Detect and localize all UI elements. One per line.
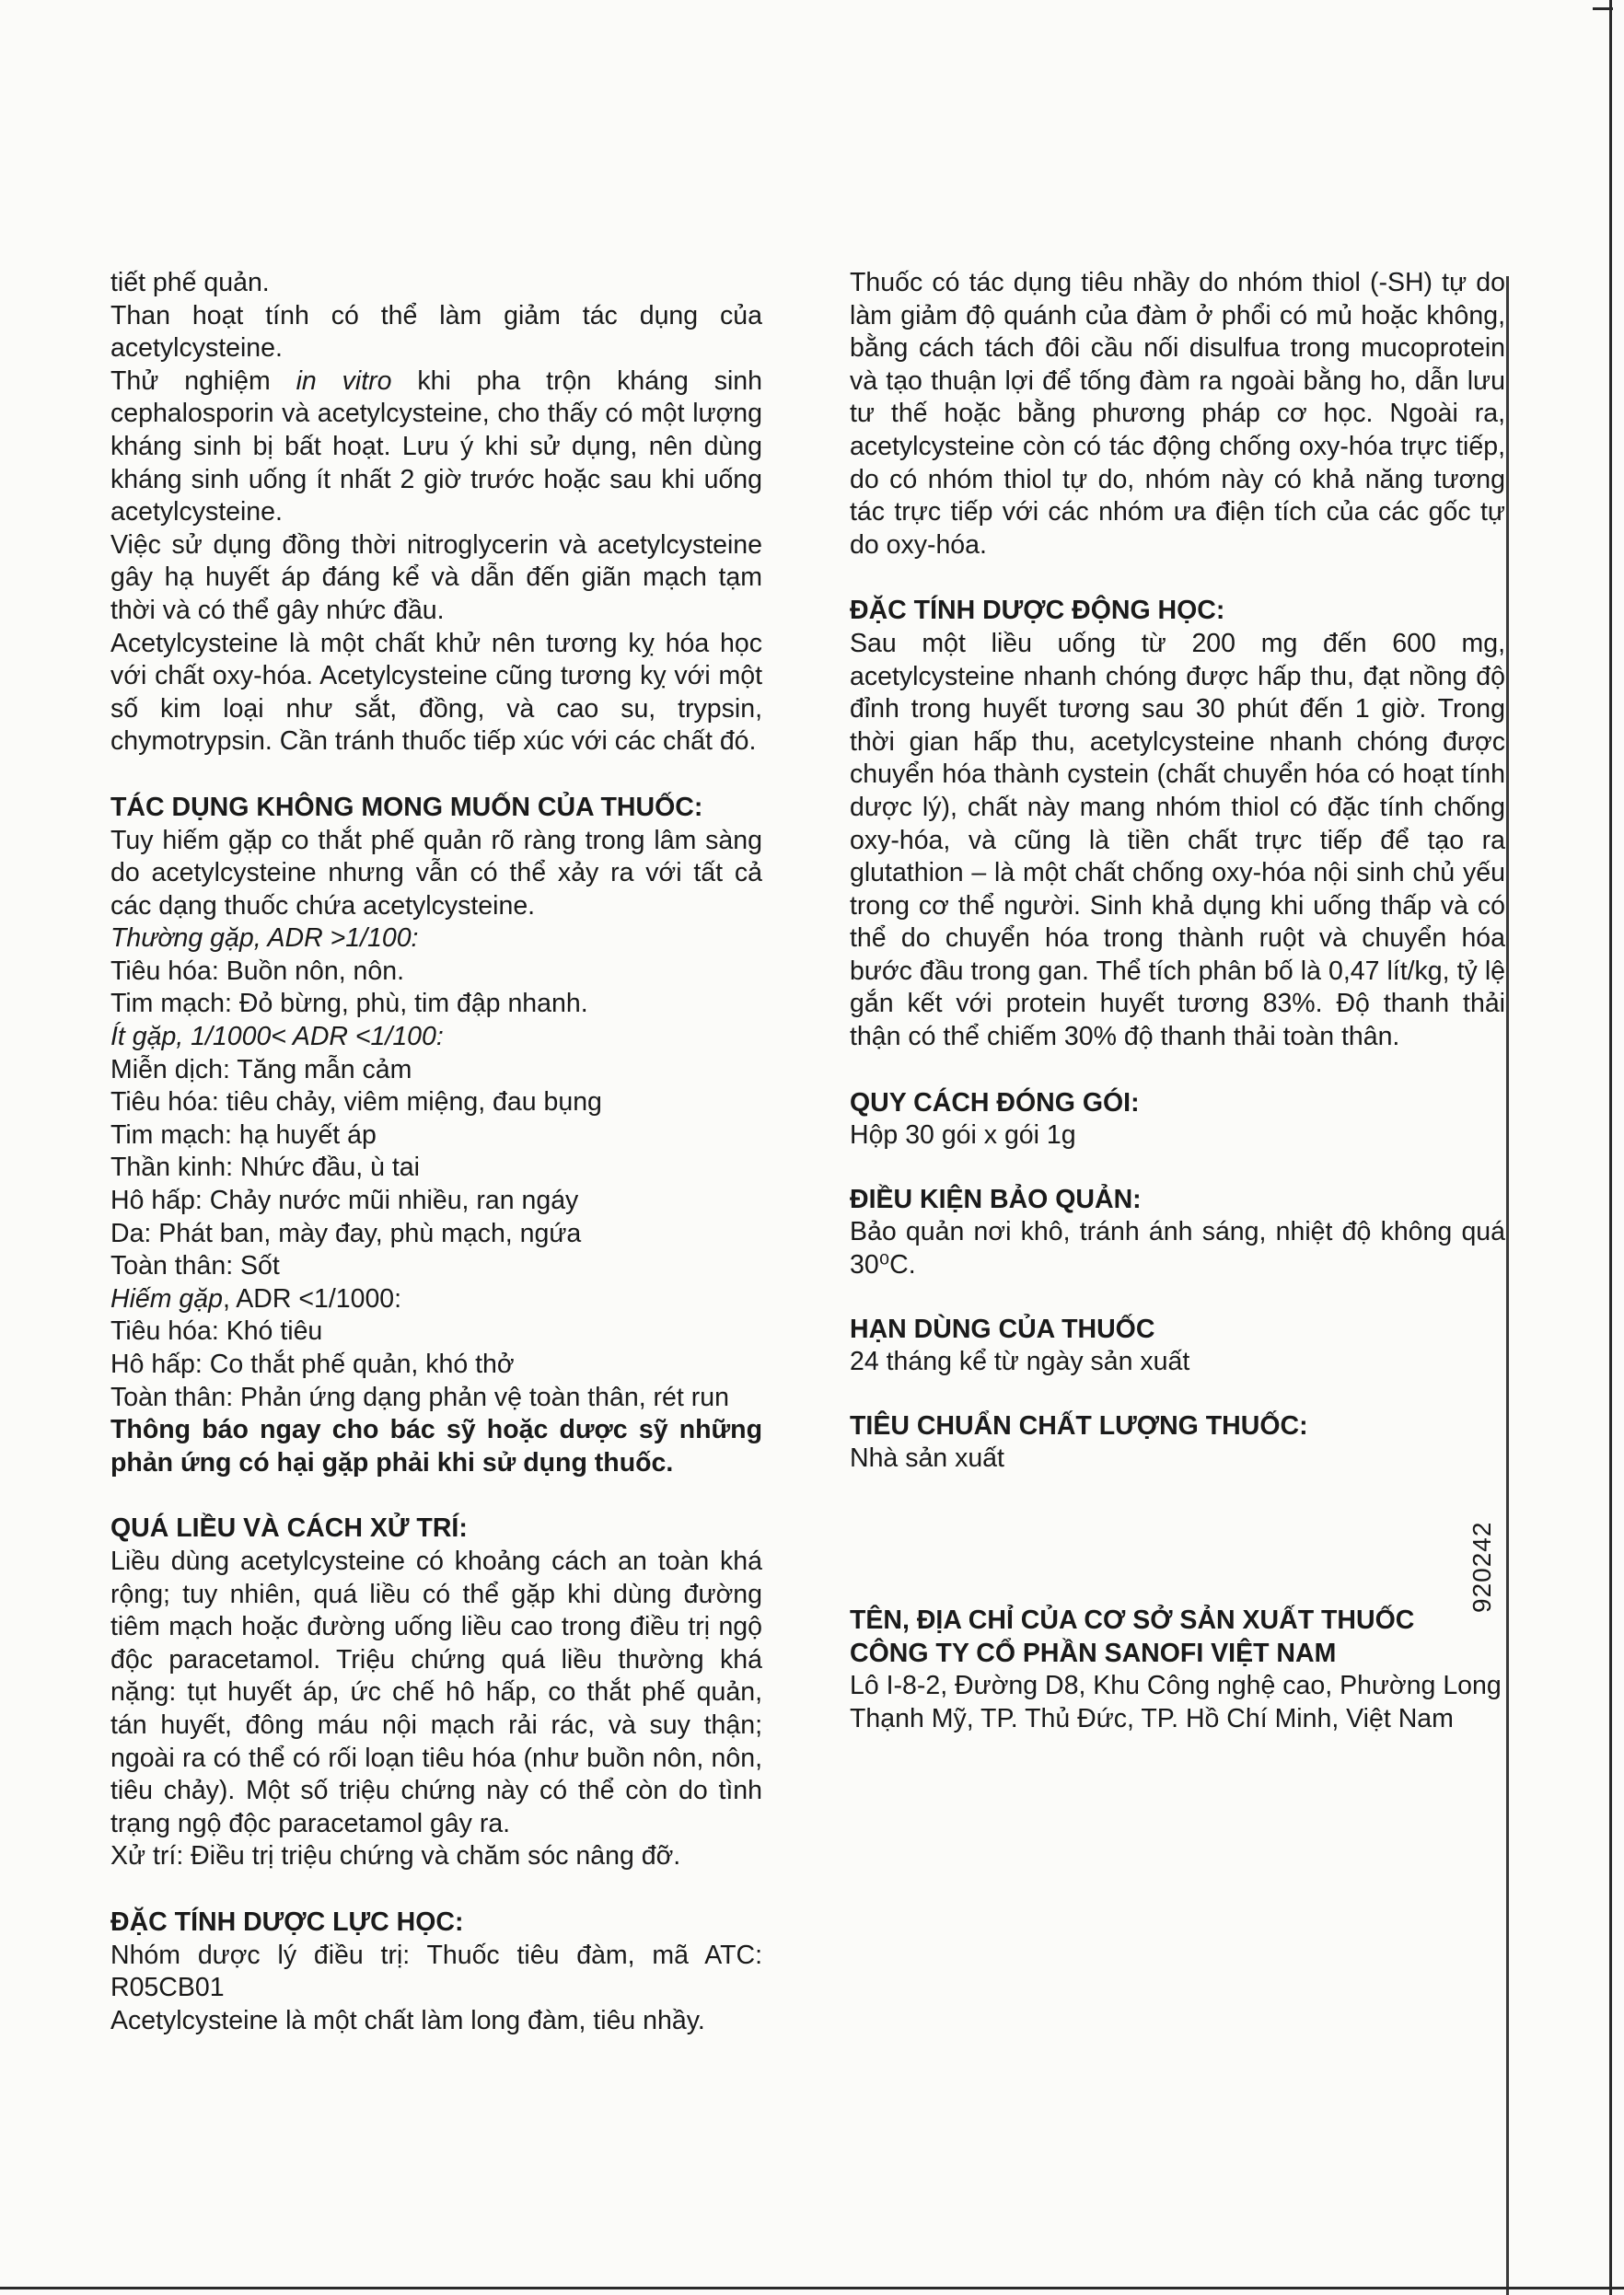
adverse-uncommon-3: Tim mạch: hạ huyết áp (110, 1119, 377, 1150)
manufacturer-company: CÔNG TY CỔ PHẦN SANOFI VIỆT NAM (850, 1638, 1337, 1668)
packaging-body: Hộp 30 gói x gói 1g (850, 1120, 1076, 1151)
adverse-rare-label: Hiếm gặp, ADR <1/1000: (110, 1283, 402, 1314)
interaction-text-4: Việc sử dụng đồng thời nitroglycerin và acetylcysteine gây hạ huyết áp đáng kể và dẫn đến giãn mạch tạm thời và có thể gây nhức đầu. (110, 529, 762, 625)
manufacturer-address: Lô I-8-2, Đường D8, Khu Công nghệ cao, Phường Long Thạnh Mỹ, TP. Thủ Đức, TP. Hồ Chí Minh, Việt Nam (850, 1671, 1502, 1733)
pharmacodynamics-heading: ĐẶC TÍNH DƯỢC LỰC HỌC: (110, 1907, 464, 1937)
overdose-heading: QUÁ LIỀU VÀ CÁCH XỬ TRÍ: (110, 1513, 468, 1544)
packaging-heading: QUY CÁCH ĐÓNG GÓI: (850, 1087, 1140, 1118)
adverse-heading: TÁC DỤNG KHÔNG MONG MUỐN CỦA THUỐC: (110, 792, 703, 822)
page-edge-right (1609, 0, 1612, 2295)
adverse-common-1: Tiêu hóa: Buồn nôn, nôn. (110, 956, 405, 986)
adverse-uncommon-label: Ít gặp, 1/1000< ADR <1/100: (110, 1022, 444, 1052)
storage-heading: ĐIỀU KIỆN BẢO QUẢN: (850, 1184, 1142, 1214)
adverse-uncommon-7: Toàn thân: Sốt (110, 1251, 280, 1281)
page-edge-bottom (0, 2287, 1624, 2289)
adverse-common-label: Thường gặp, ADR >1/100: (110, 923, 419, 954)
adverse-rare-3: Toàn thân: Phản ứng dạng phản vệ toàn thân, rét run (110, 1382, 729, 1412)
left-column (110, 267, 762, 2037)
adverse-uncommon-1: Miễn dịch: Tăng mẫn cảm (110, 1054, 412, 1084)
adverse-common-2: Tim mạch: Đỏ bừng, phù, tim đập nhanh. (110, 989, 588, 1019)
adverse-rare-2: Hô hấp: Co thắt phế quản, khó thở (110, 1350, 515, 1379)
manufacturer-heading: TÊN, ĐỊA CHỈ CỦA CƠ SỞ SẢN XUẤT THUỐC (850, 1605, 1415, 1635)
storage-body: Bảo quản nơi khô, tránh ánh sáng, nhiệt độ không quá 30⁰C. (850, 1217, 1505, 1281)
interaction-text-5: Acetylcysteine là một chất khử nên tương kỵ hóa học với chất oxy-hóa. Acetylcysteine cũng tương kỵ với một số kim loại như sắt, đồng, và cao su, trypsin, chymotrypsin. Cần tránh thuốc tiếp xúc với các chất đó. (110, 628, 762, 757)
fold-line (1506, 276, 1509, 2295)
adverse-intro: Tuy hiếm gặp co thắt phế quản rõ ràng trong lâm sàng do acetylcysteine nhưng vẫn có thể xảy ra với tất cả các dạng thuốc chứa acetylcysteine. (110, 825, 762, 921)
leaflet-code: 920242 (1467, 1521, 1496, 1613)
right-column (850, 267, 1505, 1735)
pharmacokinetics-body: Sau một liều uống từ 200 mg đến 600 mg, acetylcysteine nhanh chóng được hấp thu, đạt nồng độ đỉnh trong huyết tương sau 30 phút đến 1 giờ. Trong thời gian hấp thu, acetylcysteine nhanh chóng được chuyển hóa thành cystein (chất chuyển hóa có hoạt tính dược lý), chất này mang nhóm thiol có đặc tính chống oxy-hóa, và cũng là tiền chất trực tiếp để tạo ra glutathion – là một chất chống oxy-hóa nội sinh chủ yếu trong cơ thể người. Sinh khả dụng khi uống thấp và có thể do chuyển hóa trong thành ruột và chuyển hóa bước đầu trong gan. Thể tích phân bố là 0,47 lít/kg, tỷ lệ gắn kết với protein huyết tương 83%. Độ thanh thải thận có thể chiếm 30% độ thanh thải toàn thân. (850, 628, 1505, 1052)
adverse-uncommon-5: Hô hấp: Chảy nước mũi nhiều, ran ngáy (110, 1186, 579, 1216)
interaction-text-3: Thử nghiệm in vitro khi pha trộn kháng sinh cephalosporin và acetylcysteine, cho thấy có một lượng kháng sinh bị bất hoạt. Lưu ý khi sử dụng, nên dùng kháng sinh uống ít nhất 2 giờ trước hoặc sau khi uống acetylcysteine. (110, 365, 762, 527)
interaction-text-2: Than hoạt tính có thể làm giảm tác dụng của acetylcysteine. (110, 300, 762, 364)
adverse-uncommon-6: Da: Phát ban, mày đay, phù mạch, ngứa (110, 1218, 582, 1248)
pharmacodynamics-cont: Thuốc có tác dụng tiêu nhầy do nhóm thiol (-SH) tự do làm giảm độ quánh của đàm ở phổi có mủ hoặc không, bằng cách tách đôi cầu nối disulfua trong mucoprotein và tạo thuận lợi để tống đàm ra ngoài bằng ho, dẫn lưu tư thế hoặc bằng phương pháp cơ học. Ngoài ra, acetylcysteine còn có tác động chống oxy-hóa trực tiếp, do có nhóm thiol tự do, nhóm này có khả năng tương tác trực tiếp với các nhóm ưa điện tích của các gốc tự do oxy-hóa. (850, 268, 1505, 560)
page-edge-tick (1593, 7, 1613, 10)
overdose-treatment: Xử trí: Điều trị triệu chứng và chăm sóc nâng đỡ. (110, 1841, 681, 1872)
standard-body: Nhà sản xuất (850, 1443, 1004, 1474)
adverse-rare-1: Tiêu hóa: Khó tiêu (110, 1316, 323, 1347)
overdose-body: Liều dùng acetylcysteine có khoảng cách an toàn khá rộng; tuy nhiên, quá liều có thể gặp khi dùng đường tiêm mạch hoặc đường uống liều cao trong điều trị ngộ độc paracetamol. Triệu chứng quá liều thường khá nặng: tụt huyết áp, ức chế hô hấp, co thắt phế quản, tán huyết, đông máu nội mạch rải rác, và suy thận; ngoài ra có thể có rối loạn tiêu hóa (như buồn nôn, nôn, tiêu chảy). Một số triệu chứng này có thể còn do tình trạng ngộ độc paracetamol gây ra. (110, 1546, 762, 1838)
adverse-notice: Thông báo ngay cho bác sỹ hoặc dược sỹ những phản ứng có hại gặp phải khi sử dụng thuốc. (110, 1415, 762, 1478)
adverse-uncommon-4: Thần kinh: Nhức đầu, ù tai (110, 1153, 420, 1183)
standard-heading: TIÊU CHUẨN CHẤT LƯỢNG THUỐC: (850, 1410, 1308, 1441)
shelf-life-body: 24 tháng kể từ ngày sản xuất (850, 1347, 1190, 1377)
pharmacodynamics-group: Nhóm dược lý điều trị: Thuốc tiêu đàm, mã ATC: R05CB01 (110, 1940, 762, 2003)
interaction-text-1: tiết phế quản. (110, 268, 270, 297)
adverse-uncommon-2: Tiêu hóa: tiêu chảy, viêm miệng, đau bụng (110, 1087, 602, 1118)
pharmacodynamics-body: Acetylcysteine là một chất làm long đàm, tiêu nhầy. (110, 2005, 705, 2035)
shelf-life-heading: HẠN DÙNG CỦA THUỐC (850, 1314, 1155, 1344)
pharmacokinetics-heading: ĐẶC TÍNH DƯỢC ĐỘNG HỌC: (850, 596, 1225, 626)
